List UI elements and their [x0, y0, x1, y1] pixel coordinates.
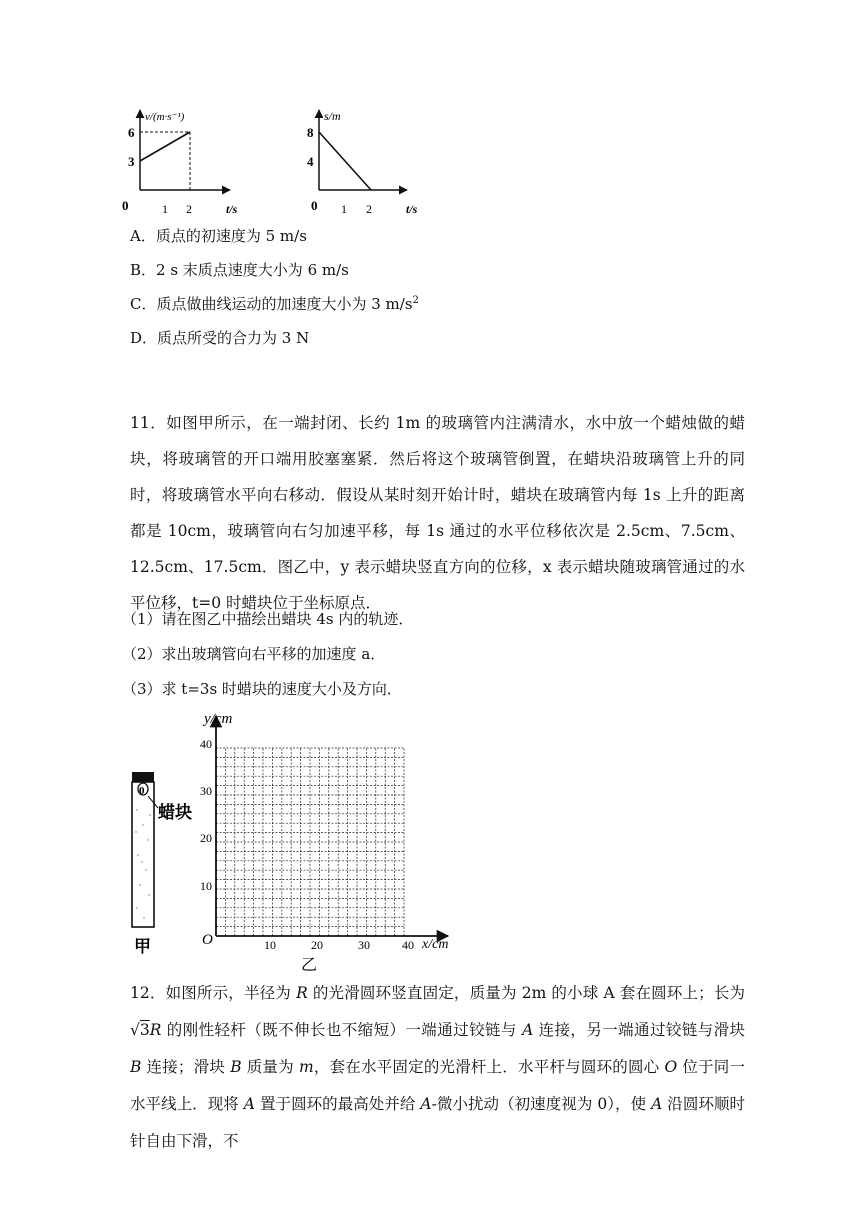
grid-x-tick-40: 40 — [402, 938, 414, 952]
tube-body — [132, 782, 154, 927]
s-graph-x-tick-2: 2 — [366, 202, 372, 216]
tube-cap — [132, 772, 154, 782]
grid-lines — [216, 748, 404, 936]
option-d: D．质点所受的合力为 3 N — [130, 329, 310, 347]
question-11-sub2: （2）求出玻璃管向右平移的加速度 a． — [122, 645, 386, 663]
v-graph-x-tick-1: 1 — [162, 202, 168, 216]
option-a: A．质点的初速度为 5 m/s — [130, 227, 307, 245]
question-11-sub1: （1）请在图乙中描绘出蜡块 4s 内的轨迹． — [122, 610, 414, 628]
caption-yi: 乙 — [301, 957, 318, 972]
grid-y-tick-30: 30 — [200, 784, 212, 798]
s-graph-x-tick-0: 0 — [311, 198, 318, 213]
option-c: C．质点做曲线运动的加速度大小为 3 $m/s^2$ — [130, 295, 419, 313]
grid-x-label: x/cm — [422, 937, 449, 952]
grid-x-tick-20: 20 — [311, 938, 323, 952]
s-graph-x-tick-1: 1 — [341, 202, 347, 216]
v-graph-y-tick-3: 3 — [128, 154, 135, 169]
grid-y-tick-10: 10 — [200, 879, 212, 893]
grid-y-tick-40: 40 — [200, 737, 212, 751]
s-graph-y-label: s/m — [324, 109, 341, 123]
option-b: B．2 s 末质点速度大小为 6 m/s — [130, 261, 349, 279]
question-11-sub3: （3）求 t=3s 时蜡块的速度大小及方向． — [122, 680, 402, 698]
v-graph-line — [140, 132, 190, 161]
v-graph-x-tick-2: 2 — [186, 202, 192, 216]
caption-jia: 甲 — [134, 937, 151, 955]
wax-block-marker: 0 — [139, 785, 145, 797]
grid-y-tick-20: 20 — [200, 831, 212, 845]
s-graph-y-tick-4: 4 — [307, 154, 314, 169]
grid-x-tick-10: 10 — [264, 938, 276, 952]
v-graph-y-label: v/(m·s⁻¹) — [145, 111, 185, 123]
glass-tube-figure — [128, 770, 198, 955]
v-graph-x-label: t/s — [226, 202, 238, 216]
s-graph-x-label: t/s — [406, 202, 418, 216]
s-graph-y-tick-8: 8 — [307, 125, 314, 140]
grid-y-label: y/cm — [204, 711, 233, 727]
wax-block-label: 蜡块 — [158, 803, 192, 822]
question-11-text: 11．如图甲所示，在一端封闭、长约 1m 的玻璃管内注满清水，水中放一个蜡烛做的蜡块，将玻璃管的开口端用胶塞塞紧．然后将这个玻璃管倒置，在蜡块沿玻璃管上升的同时，将玻璃管水平向右移动．假设从某时刻开始计时，蜡块在玻璃管内每 1s 上升的距离都是 10cm，玻璃管向右匀加速平移，每 1s 通过的水平位移依次是 2.5cm、7.5cm、12.5cm、17.5cm．图乙中，y 表示蜡块竖直方向的位移，x 表示蜡块随玻璃管通过的水平位移，t=0 时蜡块位于坐标原点． — [130, 414, 745, 612]
grid-origin: O — [202, 932, 213, 948]
v-graph-x-tick-0: 0 — [122, 198, 129, 213]
displacement-time-graph — [305, 104, 430, 222]
velocity-time-graph — [118, 104, 253, 222]
grid-x-tick-30: 30 — [358, 938, 370, 952]
s-graph-line — [319, 132, 371, 190]
question-12-text: 12．如图所示，半径为 R 的光滑圆环竖直固定，质量为 2m 的小球 A 套在圆环上；长为 √3R 的刚性轻杆（既不伸长也不缩短）一端通过铰链与 A 连接，另一端通过铰链与滑块 B 连接；滑块 B 质量为 m，套在水平固定的光滑杆上．水平杆与圆环的圆心 O 位于同一水平线上．现将 A 置于圆环的最高处并给 A-微小扰动（初速度视为 0），使 A 沿圆环顺时针自由下滑，不 — [130, 984, 746, 1150]
v-graph-y-tick-6: 6 — [128, 125, 135, 140]
grid-figure — [196, 702, 458, 972]
